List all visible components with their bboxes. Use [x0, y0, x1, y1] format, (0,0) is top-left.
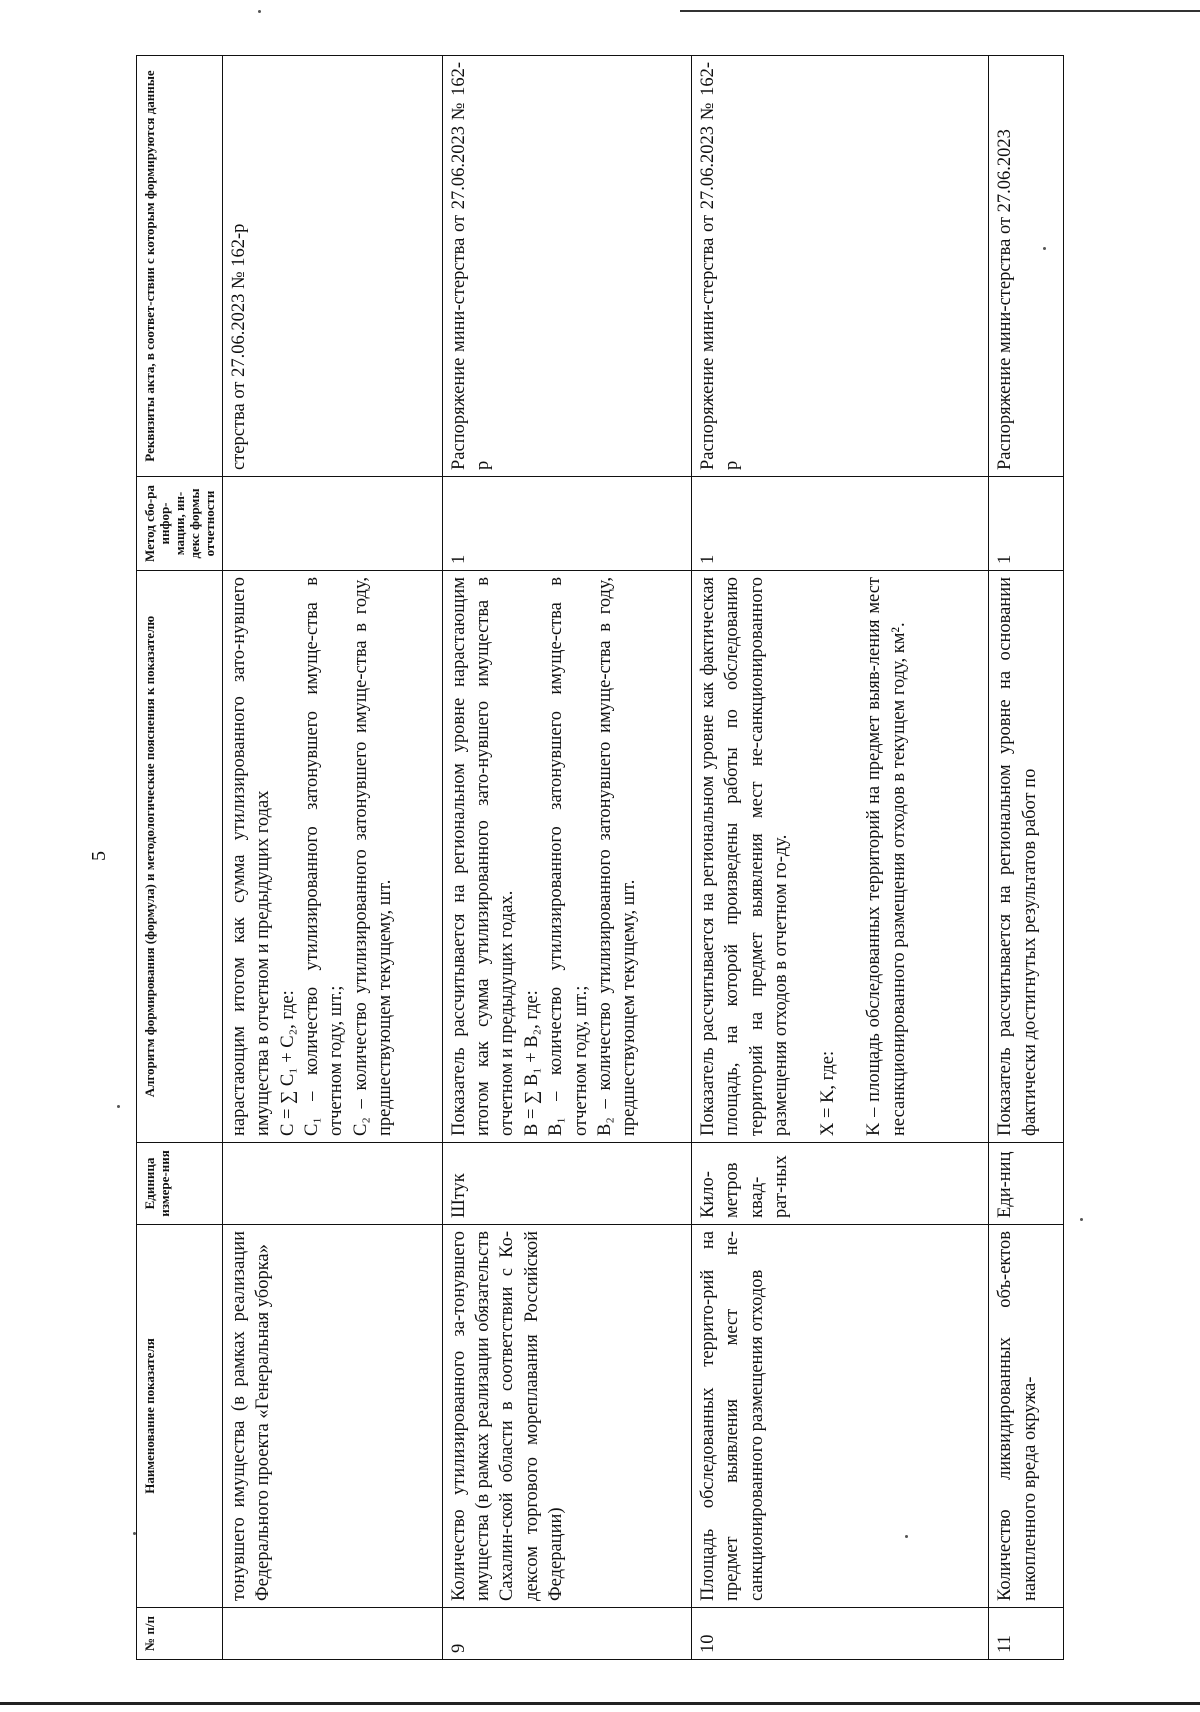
row-algorithm [442, 571, 691, 1143]
row-unit: Штук [442, 1143, 691, 1225]
scan-speck [117, 1105, 120, 1108]
table-row [692, 56, 989, 1660]
scan-edge-line-bottom [0, 1702, 1200, 1705]
table-row [989, 56, 1064, 1660]
algorithm-text: C₂ – количество утилизированного затонувшего имуще-ства в году, предшествующем текущему, шт. [350, 577, 396, 1136]
row-num: 10 [692, 1608, 989, 1660]
row-unit: Еди-ниц [989, 1143, 1064, 1225]
header-act: Реквизиты акта, в соответ-ствии с которым формируются данные [137, 56, 223, 477]
table-header-row [137, 56, 223, 1660]
header-name: Наименование показателя [137, 1225, 223, 1608]
row-algorithm [692, 571, 989, 1143]
row-indicator-name: Количество утилизированного за-тонувшего имущества (в рамках реализации обязательств Сахалин-ской области в соответствии с Ко-дексом торгового мореплавания Российской Федерации) [442, 1225, 691, 1608]
row-method [222, 477, 442, 571]
header-unit: Единица измере-ния [137, 1143, 223, 1225]
algorithm-text: B₁ – количество утилизированного затонувшего имуще-ства в отчетном году, шт.; [546, 577, 591, 1136]
row-method: 1 [442, 477, 691, 571]
algorithm-text: Показатель рассчитывается на региональном уровне на основании фактически достигнутых результатов работ по [995, 577, 1040, 1136]
row-num [222, 1608, 442, 1660]
indicator-table [136, 55, 1064, 1660]
row-method: 1 [989, 477, 1064, 571]
row-unit: Кило-метров квад-рат-ных [692, 1143, 989, 1225]
row-indicator-name: Площадь обследованных террито-рий на предмет выявления мест не-санкционированного размещения отходов [692, 1225, 989, 1608]
algorithm-text: C₁ – количество утилизированного затонувшего имуще-ства в отчетном году, шт.; [301, 577, 347, 1136]
row-act: Распоряжение мини-стерства от 27.06.2023 № 162-р [692, 56, 989, 477]
row-algorithm [222, 571, 442, 1143]
algorithm-text: B₂ – количество утилизированного затонувшего имуще-ства в году, предшествующем текущему, шт. [595, 577, 640, 1136]
indicator-table-sheet [136, 56, 1064, 1660]
row-num: 9 [442, 1608, 691, 1660]
algorithm-formula: X = K, где: [817, 1050, 838, 1136]
table-row [442, 56, 691, 1660]
page-number: 5 [88, 851, 110, 861]
row-unit [222, 1143, 442, 1225]
table-row [222, 56, 442, 1660]
algorithm-formula: B = ∑ B₁ + B₂, где: [521, 990, 542, 1136]
row-method: 1 [692, 477, 989, 571]
row-act: Распоряжение мини-стерства от 27.06.2023 [989, 56, 1064, 477]
algorithm-text: Показатель рассчитывается на региональном уровне нарастающим итогом как сумма утилизированного зато-нувшего имущества в отчетном и предыдущих годах. [448, 577, 518, 1136]
row-act: Распоряжение мини-стерства от 27.06.2023 № 162-р [442, 56, 691, 477]
header-method: Метод сбо-ра инфор-мации, ин-декс формы отчетности [137, 477, 223, 571]
row-num: 11 [989, 1608, 1064, 1660]
header-algorithm: Алгоритм формирования (формула) и методологические пояснения к показателю [137, 571, 223, 1143]
algorithm-formula: C = ∑ C₁ + C₂, где: [277, 990, 298, 1136]
scan-speck [258, 10, 261, 13]
row-algorithm [989, 571, 1064, 1143]
scan-speck [1080, 1218, 1083, 1221]
algorithm-text: нарастающим итогом как сумма утилизированного зато-нувшего имущества в отчетном и предыдущих годах [228, 577, 274, 1136]
scan-edge-line-top [680, 10, 1200, 12]
algorithm-text: K – площадь обследованных территорий на предмет выяв-ления мест несанкционированного размещения отходов в текущем году, км². [864, 577, 909, 1136]
algorithm-text: Показатель рассчитывается на региональном уровне как фактическая площадь, на которой произведены работы по обследованию территорий на предмет выявления мест не-санкционированного размещения отходов в отчетном го-ду. [698, 577, 792, 1136]
row-indicator-name: тонувшего имущества (в рамках реализации Федерального проекта «Генеральная уборка» [222, 1225, 442, 1608]
row-act: стерства от 27.06.2023 № 162-р [222, 56, 442, 477]
row-indicator-name: Количество ликвидированных объ-ектов накопленного вреда окружа- [989, 1225, 1064, 1608]
header-num: № п/п [137, 1608, 223, 1660]
